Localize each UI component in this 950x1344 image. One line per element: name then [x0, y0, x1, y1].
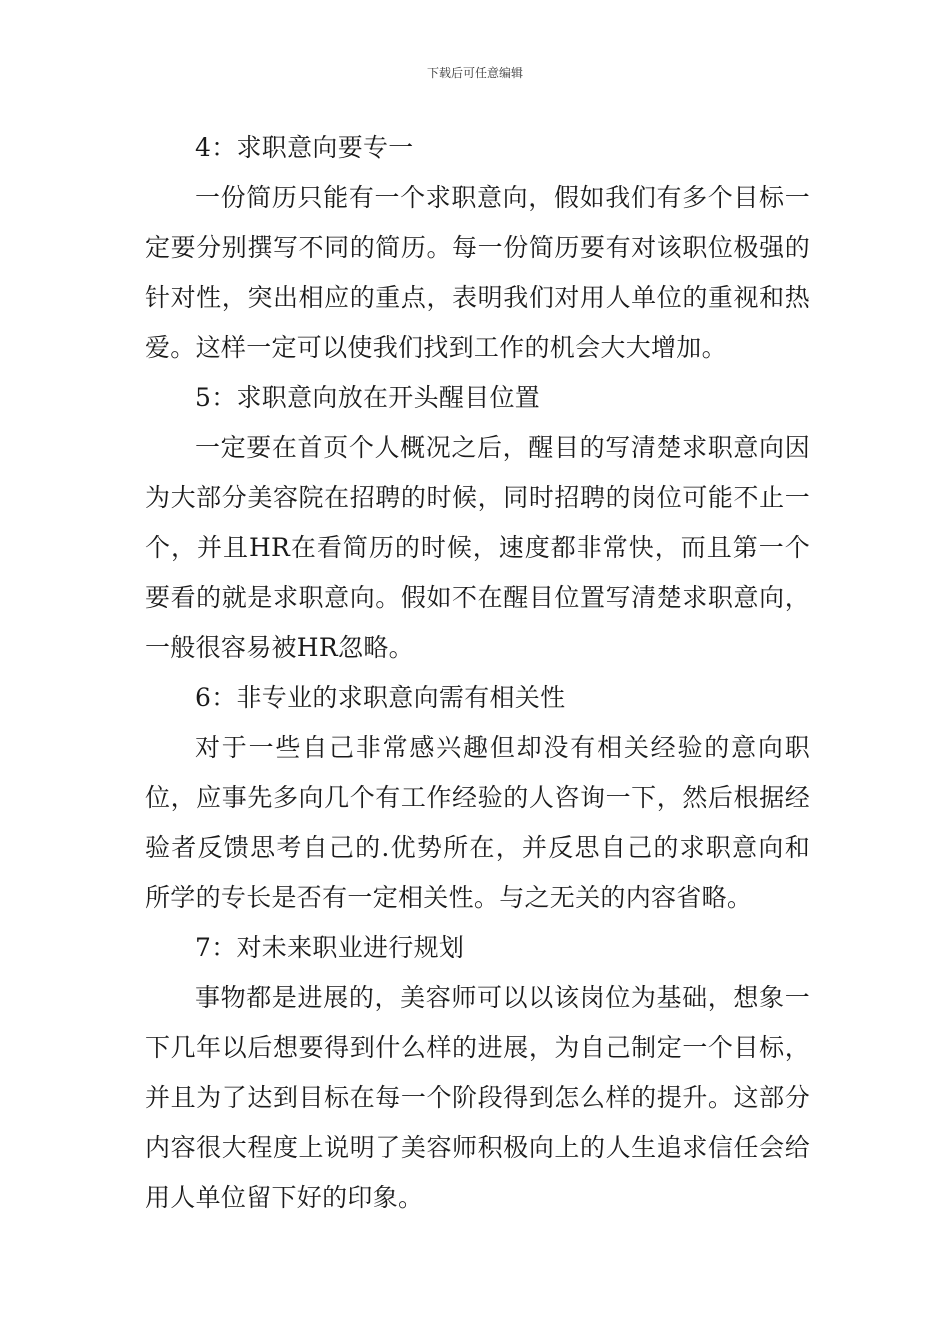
section-heading: 6：非专业的求职意向需有相关性 — [195, 683, 566, 712]
document-body — [145, 123, 810, 1223]
body-paragraph: 一定要在首页个人概况之后，醒目的写清楚求职意向因为大部分美容院在招聘的时候，同时招聘的岗位可能不止一个，并且HR在看简历的时候，速度都非常快，而且第一个要看的就是求职意向。假如不在醒目位置写清楚求职意向，一般很容易被HR忽略。 — [145, 433, 810, 662]
body-paragraph: 一份简历只能有一个求职意向，假如我们有多个目标一定要分别撰写不同的简历。每一份简历要有对该职位极强的针对性，突出相应的重点，表明我们对用人单位的重视和热爱。这样一定可以使我们找到工作的机会大大增加。 — [145, 183, 810, 362]
page-header: 下载后可任意编辑 — [426, 66, 523, 80]
section-heading: 7：对未来职业进行规划 — [195, 933, 465, 962]
section-heading: 5：求职意向放在开头醒目位置 — [195, 383, 541, 412]
body-paragraph: 事物都是进展的，美容师可以以该岗位为基础，想象一下几年以后想要得到什么样的进展，为自己制定一个目标，并且为了达到目标在每一个阶段得到怎么样的提升。这部分内容很大程度上说明了美容师积极向上的人生追求信任会给用人单位留下好的印象。 — [145, 983, 810, 1212]
section-heading: 4：求职意向要专一 — [195, 133, 414, 162]
body-paragraph: 对于一些自己非常感兴趣但却没有相关经验的意向职位，应事先多向几个有工作经验的人咨询一下，然后根据经验者反馈思考自己的.优势所在，并反思自己的求职意向和所学的专长是否有一定相关性。与之无关的内容省略。 — [145, 733, 810, 912]
